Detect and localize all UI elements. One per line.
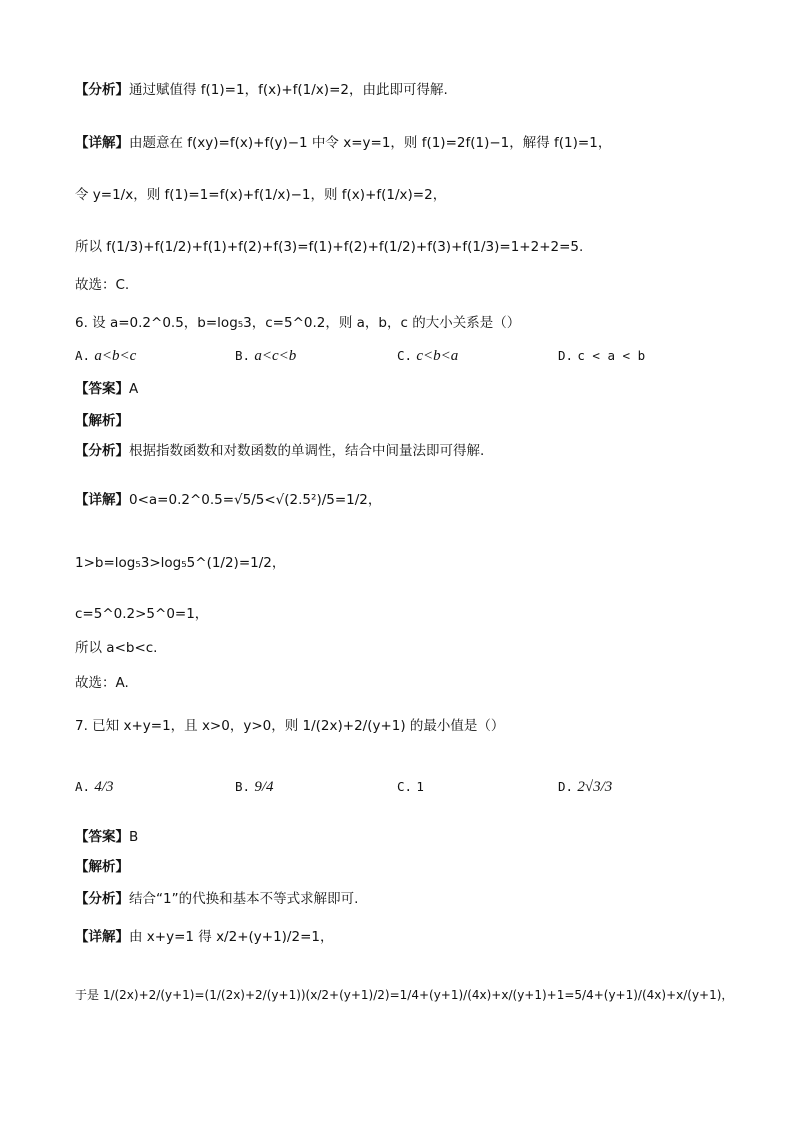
option-key: D. [558,348,574,363]
detail-text: 由题意在 f(xy)=f(x)+f(y)−1 中令 x=y=1，则 f(1)=2f(1)−1，解得 f(1)=1， [129,135,612,151]
choose-line-1 [75,275,734,295]
option-key: C. [397,348,413,363]
choose-text: 故选：C. [75,277,130,293]
option-key: A. [75,348,91,363]
detail-line-6-4 [75,638,734,658]
option-key: C. [397,779,413,794]
analysis-text: 根据指数函数和对数函数的单调性，结合中间量法即可得解. [129,443,485,459]
detail-line-3 [75,237,734,257]
detail-tag: 【详解】 [75,492,129,508]
choose-text: 故选：A. [75,675,129,691]
solution-tag: 【解析】 [75,859,129,875]
question-text: 7. 已知 x+y=1，且 x>0，y>0，则 1/(2x)+2/(y+1) 的最小值是（） [75,718,505,734]
analysis-line-7 [75,889,734,909]
option-value: 9/4 [254,779,274,795]
detail-text: 所以 f(1/3)+f(1/2)+f(1)+f(2)+f(3)=f(1)+f(2)+f(1/2)+f(3)+f(1/3)=1+2+2=5. [75,239,584,255]
option-value: a<b<c [94,348,137,364]
option-d [558,779,612,796]
option-value: 1 [416,779,424,794]
detail-text: 由 x+y=1 得 x/2+(y+1)/2=1， [129,929,334,945]
answer-tag: 【答案】 [75,829,129,845]
option-a [75,348,136,365]
detail-line-1 [75,133,734,153]
detail-tag: 【详解】 [75,135,129,151]
option-a [75,779,114,796]
detail-line-6-1 [75,490,734,510]
option-c [397,348,458,365]
detail-line-6-3 [75,604,734,624]
analysis-text: 通过赋值得 f(1)=1，f(x)+f(1/x)=2，由此即可得解. [129,82,448,98]
detail-text: 令 y=1/x，则 f(1)=1=f(x)+f(1/x)−1，则 f(x)+f(1/x)=2， [75,187,447,203]
option-b [235,779,274,796]
answer-value: B [129,829,139,845]
answer-line-6 [75,379,734,399]
analysis-line-1 [75,80,734,100]
solution-header-6 [75,411,734,431]
solution-tag: 【解析】 [75,413,129,429]
analysis-line-6 [75,441,734,461]
option-key: B. [235,348,251,363]
choose-line-6 [75,673,734,693]
detail-text: 1>b=log₅3>log₅5^(1/2)=1/2， [75,555,286,571]
detail-text: 0<a=0.2^0.5=√5/5<√(2.5²)/5=1/2， [129,492,382,508]
option-c [397,779,424,795]
option-b [235,348,296,365]
analysis-tag: 【分析】 [75,82,129,98]
question-6-stem [75,313,734,333]
answer-line-7 [75,827,734,847]
analysis-tag: 【分析】 [75,891,129,907]
detail-line-2 [75,185,734,205]
detail-line-7-2 [75,985,734,1005]
solution-header-7 [75,857,734,877]
detail-line-7-1 [75,927,734,947]
answer-value: A [129,381,139,397]
option-key: B. [235,779,251,794]
detail-tag: 【详解】 [75,929,129,945]
option-key: A. [75,779,91,794]
option-key: D. [558,779,574,794]
option-value: 4/3 [94,779,114,795]
option-value: c < a < b [577,348,646,363]
detail-text: 于是 1/(2x)+2/(y+1)=(1/(2x)+2/(y+1))(x/2+(y+1)/2)=1/4+(y+1)/(4x)+x/(y+1)+1=5/4+(y+1)/(4x)+x/(y+1)， [75,988,734,1002]
analysis-tag: 【分析】 [75,443,129,459]
analysis-text: 结合“1”的代换和基本不等式求解即可. [129,891,359,907]
answer-tag: 【答案】 [75,381,129,397]
detail-text: c=5^0.2>5^0=1， [75,606,209,622]
detail-line-6-2 [75,553,734,573]
detail-text: 所以 a<b<c. [75,640,158,656]
option-value: c<b<a [416,348,459,364]
option-value: a<c<b [254,348,297,364]
question-text: 6. 设 a=0.2^0.5，b=log₅3，c=5^0.2，则 a，b，c 的大小关系是（） [75,315,521,331]
question-7-stem [75,716,734,736]
option-value: 2√3/3 [577,779,613,795]
option-d [558,348,645,364]
